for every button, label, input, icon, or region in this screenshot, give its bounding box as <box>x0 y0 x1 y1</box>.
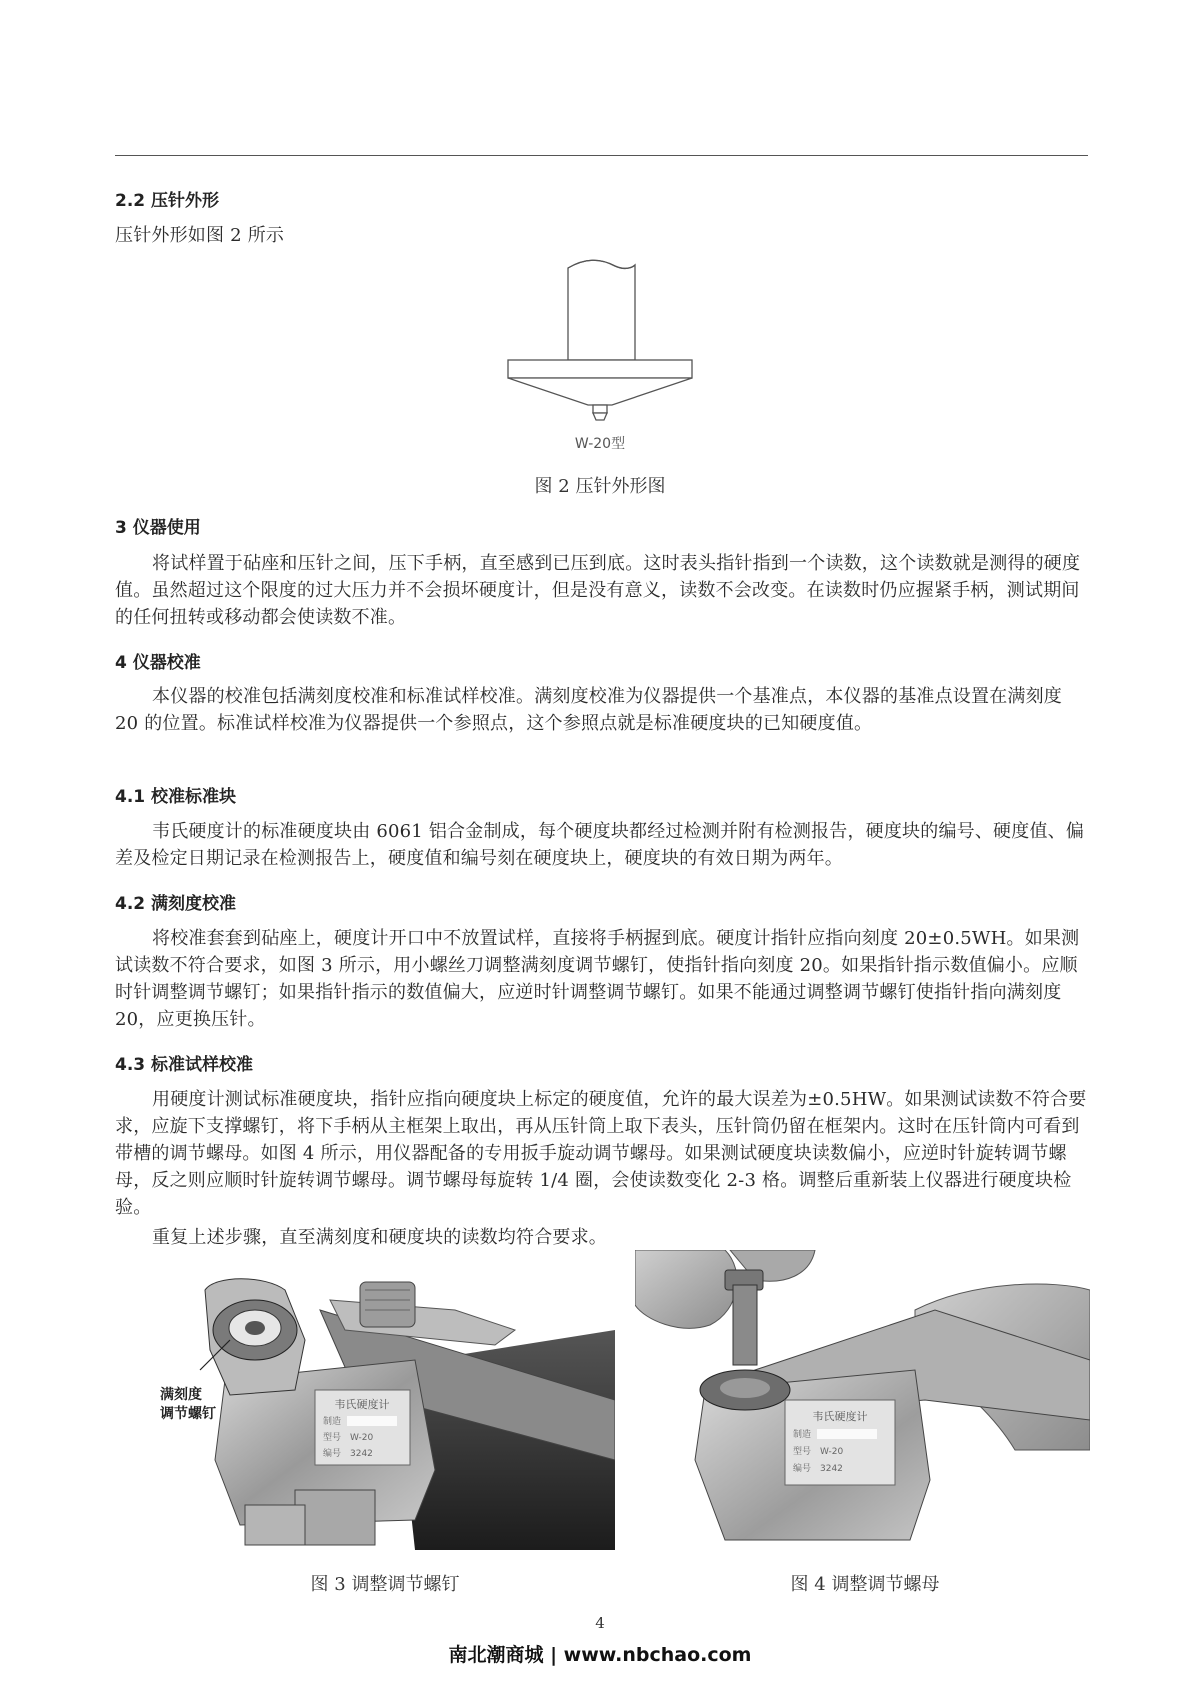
section-4-paragraph: 本仪器的校准包括满刻度校准和标准试样校准。满刻度校准为仪器提供一个基准点，本仪器的基准点设置在满刻度 20 的位置。标准试样校准为仪器提供一个参照点，这个参照点就是标准硬度块的已知硬度值。 <box>115 686 1062 734</box>
section-4-3-paragraph: 用硬度计测试标准硬度块，指针应指向硬度块上标定的硬度值，允许的最大误差为±0.5HW。如果测试读数不符合要求，应旋下支撑螺钉，将下手柄从主框架上取出，再从压针筒上取下表头，压针筒仍留在框架内。这时在压针筒内可看到带槽的调节螺母。如图 4 所示，用仪器配备的专用扳手旋动调节螺母。如果测试硬度块读数偏小，应逆时针旋转调节螺母，反之则应顺时针旋转调节螺母。调节螺母每旋转 1/4 圈，会使读数变化 2-3 格。调整后重新装上仪器进行硬度块检验。 <box>115 1089 1087 1218</box>
page-number: 4 <box>595 1614 605 1632</box>
figure-4-photo <box>635 1250 1090 1550</box>
fig3-plate-model: W-20 <box>350 1433 374 1443</box>
fig3-plate-maker: 制造 <box>323 1417 342 1427</box>
header-rule <box>115 155 1088 156</box>
fig3-plate-serial: 3242 <box>350 1449 373 1459</box>
section-2-2-intro: 压针外形如图 2 所示 <box>115 225 285 246</box>
fig3-plate-serial-label: 编号 <box>323 1449 342 1459</box>
section-4-3-heading: 4.3 标准试样校准 <box>115 1055 254 1075</box>
fig3-callout <box>160 1386 216 1424</box>
section-3-paragraph: 将试样置于砧座和压针之间，压下手柄，直至感到已压到底。这时表头指针指到一个读数，这个读数就是测得的硬度值。虽然超过这个限度的过大压力并不会损坏硬度计，但是没有意义，读数不会改变。在读数时仍应握紧手柄，测试期间的任何扭转或移动都会使读数不准。 <box>115 553 1081 628</box>
fig4-plate-model: W-20 <box>820 1447 844 1457</box>
fig3-plate-model-label: 型号 <box>323 1433 342 1443</box>
section-3-heading: 3 仪器使用 <box>115 518 201 538</box>
indenter-cone <box>508 378 692 405</box>
fig4-plate-serial: 3242 <box>820 1464 843 1474</box>
section-4-heading: 4 仪器校准 <box>115 653 201 673</box>
section-2-2-heading: 2.2 压针外形 <box>115 191 220 211</box>
section-4-2-heading: 4.2 满刻度校准 <box>115 894 237 914</box>
figure-3-caption: 图 3 调整调节螺钉 <box>310 1574 460 1595</box>
section-4-1-heading: 4.1 校准标准块 <box>115 787 237 807</box>
indenter-flange <box>508 360 692 378</box>
fig4-plate-title: 韦氏硬度计 <box>812 1410 868 1423</box>
indenter-tip-base <box>593 405 607 413</box>
indenter-shaft <box>568 260 635 360</box>
section-4-1-paragraph: 韦氏硬度计的标准硬度块由 6061 铝合金制成，每个硬度块都经过检测并附有检测报告，硬度块的编号、硬度值、偏差及检定日期记录在检测报告上，硬度值和编号刻在硬度块上，硬度块的有效日期为两年。 <box>115 821 1085 869</box>
indenter-diagram <box>500 255 700 430</box>
figure-2-label: W-20型 <box>574 436 626 452</box>
fig3-plate-title: 韦氏硬度计 <box>334 1398 390 1411</box>
section-4-3-paragraph-2: 重复上述步骤，直至满刻度和硬度块的读数均符合要求。 <box>152 1227 607 1248</box>
section-4-2-paragraph: 将校准套套到砧座上，硬度计开口中不放置试样，直接将手柄握到底。硬度计指针应指向刻度 20±0.5WH。如果测试读数不符合要求，如图 3 所示，用小螺丝刀调整满刻度调节螺钉，使指针指向刻度 20。如果指针指示数值偏小。应顺时针调整调节螺钉；如果指针指示的数值偏大，应逆时针调整调节螺钉。如果不能通过调整调节螺钉使指针指向满刻度 20，应更换压针。 <box>115 928 1080 1030</box>
figure-2-caption: 图 2 压针外形图 <box>534 476 666 497</box>
fig4-plate-model-label: 型号 <box>793 1447 812 1457</box>
figure-3-photo <box>155 1270 615 1550</box>
footer-site[interactable]: 南北潮商城 | www.nbchao.com <box>448 1644 752 1666</box>
fig4-plate-maker: 制造 <box>793 1430 812 1440</box>
fig3-callout-line1: 满刻度 <box>160 1387 202 1403</box>
figure-4-caption: 图 4 调整调节螺母 <box>790 1574 940 1595</box>
fig4-plate-serial-label: 编号 <box>793 1464 812 1474</box>
indenter-tip <box>593 413 607 420</box>
fig3-callout-line2: 调节螺钉 <box>160 1406 216 1422</box>
